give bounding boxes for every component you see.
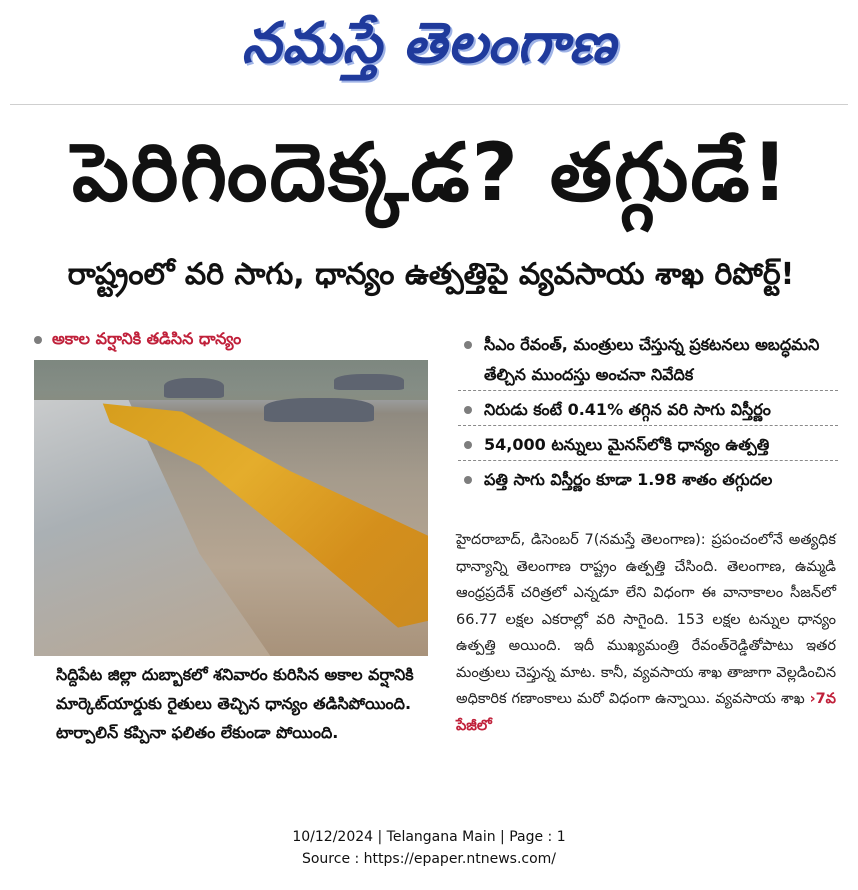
news-photo xyxy=(34,360,428,656)
highlight-item: 54,000 టన్నులు మైనస్‌లోకి ధాన్యం ఉత్పత్తి xyxy=(458,430,838,461)
highlights-list xyxy=(458,330,838,495)
bullet-icon xyxy=(464,406,472,414)
photo-caption: సిద్దిపేట జిల్లా దుబ్బాకలో శనివారం కురిసిన అకాల వర్షానికి మార్కెట్‌యార్డుకు రైతులు తెచ్చిన ధాన్యం తడిసిపోయింది. టార్పాలిన్ కప్పినా ఫలితం లేకుండా పోయింది. xyxy=(56,665,414,742)
highlight-item: సీఎం రేవంత్, మంత్రులు చేస్తున్న ప్రకటనలు అబద్ధమని తేల్చిన ముందస్తు అంచనా నివేదిక xyxy=(458,330,838,391)
subheadline: రాష్ట్రంలో వరి సాగు, ధాన్యం ఉత్పత్తిపై వ్యవసాయ శాఖ రిపోర్ట్! xyxy=(67,257,795,292)
footer-source: Source : https://epaper.ntnews.com/ xyxy=(301,851,557,867)
headline: పెరిగిందెక్కడ? తగ్గుడే! xyxy=(71,126,791,219)
highlight-item: పత్తి సాగు విస్తీర్ణం కూడా 1.98 శాతం తగ్గుదల xyxy=(458,465,838,495)
divider xyxy=(10,104,848,105)
bullet-icon xyxy=(464,341,472,349)
bullet-icon xyxy=(464,441,472,449)
photo-kicker xyxy=(34,328,241,352)
highlight-item: నిరుడు కంటే 0.41% తగ్గిన వరి సాగు విస్తీర్ణం xyxy=(458,395,838,426)
footer-edition-info: 10/12/2024 | Telangana Main | Page : 1 xyxy=(292,829,566,845)
article-body xyxy=(456,527,836,739)
masthead xyxy=(0,0,858,100)
photo-kicker-text: అకాల వర్షానికి తడిసిన ధాన్యం xyxy=(52,328,242,348)
page-footer xyxy=(0,826,858,870)
bullet-icon xyxy=(34,336,42,344)
article-text: హైదరాబాద్, డిసెంబర్ 7(నమస్తే తెలంగాణ): ప్రపంచంలోనే అత్యధిక ధాన్యాన్ని తెలంగాణ రాష్ట్రం ఉత్పత్తి చేసింది. తెలంగాణ, ఉమ్మడి ఆంధ్రప్రదేశ్ చరిత్రలో ఎన్నడూ లేని విధంగా ఈ వానాకాలం సీజన్‌లో 66.77 లక్షల ఎకరాల్లో వరి సాగైంది. 153 లక్షల టన్నుల ధాన్యం ఉత్పత్తి అయింది. ఇదీ ముఖ్యమంత్రి రేవంత్‌రెడ్డితోపాటు ఇతర మంత్రులు చెప్తున్న మాట. కానీ, వ్యవసాయ శాఖ తాజాగా వెల్లడించిన అధికారిక గణాంకాలు మరో విధంగా ఉన్నాయి. వ్యవసాయ శాఖ xyxy=(456,532,836,707)
continued-reference: ›7వ పేజీలో xyxy=(456,691,836,734)
bullet-icon xyxy=(464,476,472,484)
newspaper-logo-title: నమస్తే తెలంగాణ xyxy=(241,10,617,76)
